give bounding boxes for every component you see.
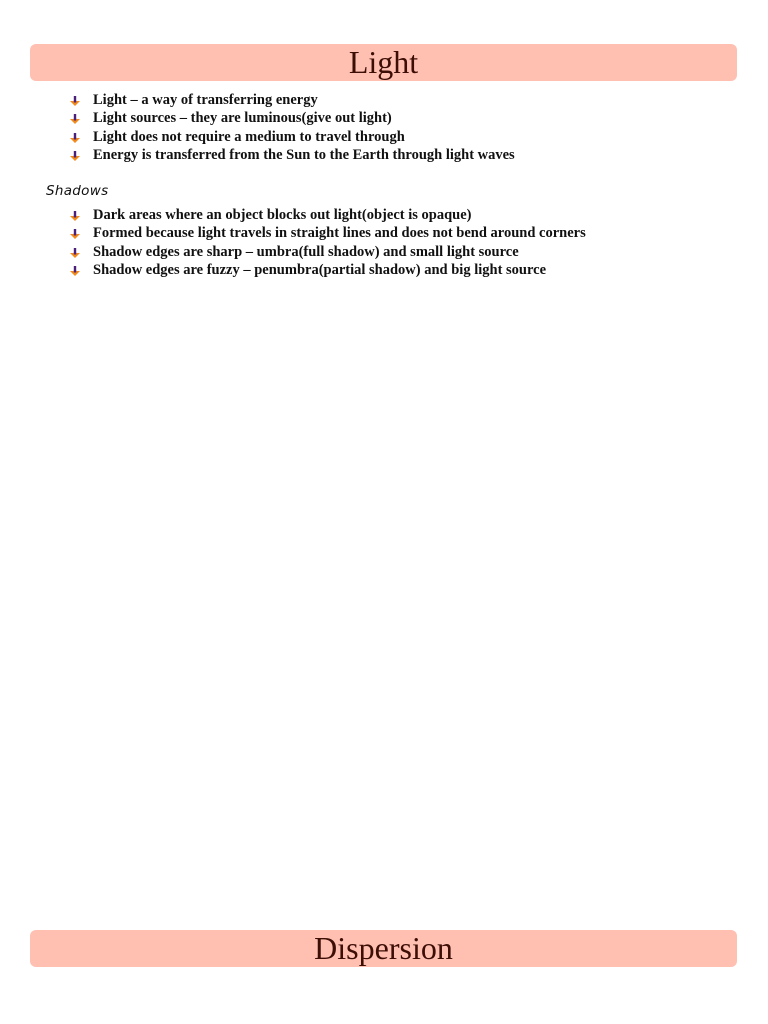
list-item [0, 109, 515, 127]
down-arrow-bullet-icon [70, 114, 80, 124]
subheading-shadows: Shadows [46, 183, 109, 199]
bullet-text: Light – a way of transferring energy [93, 92, 318, 108]
list-item [0, 261, 586, 279]
down-arrow-bullet-icon [70, 229, 80, 239]
down-arrow-bullet-icon [70, 248, 80, 258]
list-item [0, 224, 586, 242]
down-arrow-bullet-icon [70, 151, 80, 161]
down-arrow-bullet-icon [70, 133, 80, 143]
bullet-text: Energy is transferred from the Sun to the Earth through light waves [93, 146, 515, 163]
list-item [0, 91, 515, 109]
bullet-text: Shadow edges are fuzzy – penumbra(partial shadow) and big light source [93, 261, 547, 278]
bullet-text: Light sources – they are luminous(give out light) [93, 110, 392, 127]
section-title-dispersion: Dispersion [30, 930, 737, 967]
list-item [0, 206, 586, 224]
bullet-text: Light does not require a medium to travel through [93, 128, 405, 145]
bullet-text: Dark areas where an object blocks out light(object is opaque) [93, 207, 472, 223]
shadows-bullet-list [0, 206, 586, 279]
bullet-text: Shadow edges are sharp – umbra(full shadow) and small light source [93, 243, 519, 260]
light-bullet-list [0, 91, 515, 164]
list-item [0, 128, 515, 146]
down-arrow-bullet-icon [70, 266, 80, 276]
section-title-light: Light [30, 44, 737, 81]
bullet-text: Formed because light travels in straight lines and does not bend around corners [93, 225, 586, 242]
down-arrow-bullet-icon [70, 211, 80, 221]
list-item [0, 146, 515, 164]
down-arrow-bullet-icon [70, 96, 80, 106]
list-item [0, 243, 586, 261]
